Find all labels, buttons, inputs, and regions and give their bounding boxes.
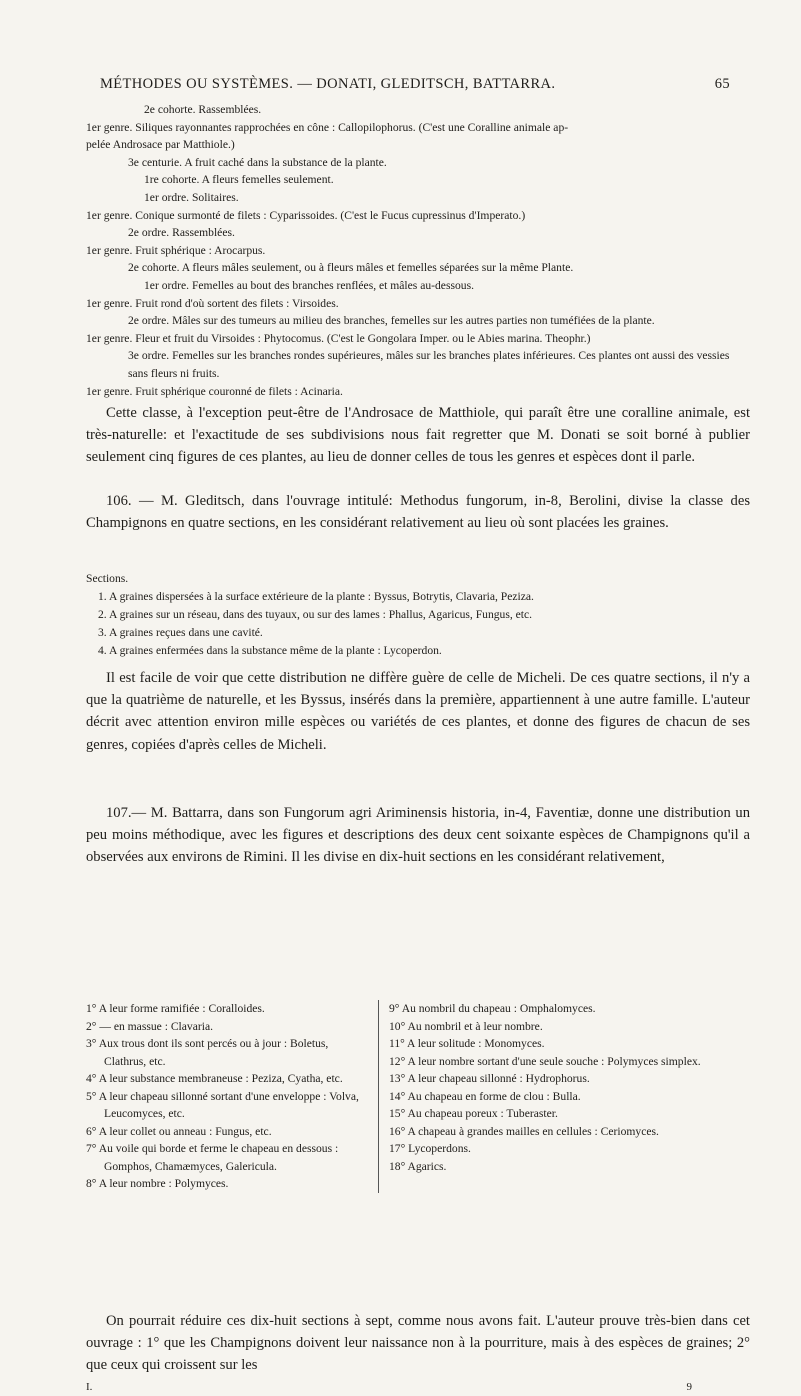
list-item: 17° Lycoperdons. <box>389 1142 471 1155</box>
list-line: 1re cohorte. A fleurs femelles seulement. <box>144 173 334 187</box>
sections-list <box>86 570 750 660</box>
list-item: 5° A leur chapeau sillonné sortant d'une enveloppe : Volva, Leucomyces, etc. <box>86 1089 359 1120</box>
sections-label: Sections. <box>86 572 129 585</box>
section-item: 3. A graines reçues dans une cavité. <box>98 626 263 639</box>
page-footer <box>86 1380 750 1394</box>
list-item: 14° Au chapeau en forme de clou : Bulla. <box>389 1089 581 1103</box>
section-item: 4. A graines enfermées dans la substance même de la plante : Lycoperdon. <box>98 644 442 657</box>
list-line: 1er genre. Siliques rayonnantes rapprochées en cône : Callopilophorus. (C'est une Coralline animale ap- <box>86 120 569 134</box>
paragraph-micheli: Il est facile de voir que cette distribution ne diffère guère de celle de Micheli. De ces quatre sections, il n'y a que la quatrième de naturelle, et les Byssus, insérés dans la première, appartiennent à une autre famille. L'auteur décrit avec attention environ mille espèces ou variétés de ces plantes, et donne des figures de chacun de ses genres, copiées d'après celles de Micheli. <box>86 670 750 753</box>
section-item: 1. A graines dispersées à la surface extérieure de la plante : Byssus, Botrytis, Clavaria, Peziza. <box>98 590 534 603</box>
list-line: 1er genre. Conique surmonté de filets : Cyparissoides. (C'est le Fucus cupressinus d'Imperato.) <box>86 208 526 222</box>
list-line: 3e ordre. Femelles sur les branches rondes supérieures, mâles sur les branches plates inférieures. Ces plantes ont aussi des vessies sans fleurs ni fruits. <box>128 349 730 380</box>
classification-list <box>86 101 750 400</box>
sections-column-right <box>379 1000 749 1193</box>
paragraph-107: 107.— M. Battarra, dans son Fungorum agri Ariminensis historia, in-4, Faventiæ, donne une distribution un peu moins méthodique, avec les figures et descriptions des deux cent soixante espèces de Champignons qu'il a observées aux environs de Rimini. Il les divise en dix-huit sections en les considérant relativement, <box>86 805 750 866</box>
list-item: 4° A leur substance membraneuse : Peziza, Cyatha, etc. <box>86 1072 343 1085</box>
list-item: 16° A chapeau à grandes mailles en cellules : Ceriomyces. <box>389 1124 659 1138</box>
list-item: 12° A leur nombre sortant d'une seule souche : Polymyces simplex. <box>389 1054 701 1068</box>
list-line: 1er ordre. Femelles au bout des branches renflées, et mâles au-dessous. <box>144 278 474 292</box>
list-line: 2e cohorte. Rassemblées. <box>144 103 262 116</box>
list-line: 1er genre. Fleur et fruit du Virsoides : Phytocomus. (C'est le Gongolara Imper. ou le Abies marina. Theophr.) <box>86 331 591 345</box>
paragraph-androsace: Cette classe, à l'exception peut-être de l'Androsace de Matthiole, qui paraît être une coralline animale, est très-naturelle: et l'exactitude de ses subdivisions nous fait regretter que M. Donati se soit borné à publier seulement cinq figures de ces plantes, au lieu de donner celles de tous les genres et espèces dont il parle. <box>86 405 750 466</box>
list-item: 7° Au voile qui borde et ferme le chapeau en dessous : Gomphos, Chamæmyces, Galericula. <box>86 1142 339 1173</box>
list-item: 6° A leur collet ou anneau : Fungus, etc. <box>86 1124 272 1138</box>
list-line: 1er ordre. Solitaires. <box>144 190 239 204</box>
list-item: 10° Au nombril et à leur nombre. <box>389 1019 543 1033</box>
list-item: 11° A leur solitude : Monomyces. <box>389 1037 545 1050</box>
paragraph-conclusion: On pourrait réduire ces dix-huit sections à sept, comme nous avons fait. L'auteur prouve très-bien dans cet ouvrage : 1° que les Champignons doivent leur naissance non à la pourriture, mais à des espèces de graines; 2° que ceux qui croissent sur les <box>86 1313 750 1374</box>
list-line: 2e ordre. Mâles sur des tumeurs au milieu des branches, femelles sur les autres parties non tuméfiées de la plante. <box>128 314 655 328</box>
list-item: 1° A leur forme ramifiée : Coralloides. <box>86 1002 265 1015</box>
list-line: 1er genre. Fruit sphérique couronné de filets : Acinaria. <box>86 384 343 398</box>
volume-mark: I. <box>86 1381 93 1393</box>
sections-column-left <box>86 1000 379 1193</box>
list-item: 18° Agarics. <box>389 1159 447 1173</box>
signature-mark: 9 <box>686 1381 692 1393</box>
running-header <box>100 76 730 100</box>
list-line: 2e ordre. Rassemblées. <box>128 226 235 240</box>
list-item: 9° Au nombril du chapeau : Omphalomyces. <box>389 1002 596 1015</box>
list-item: 13° A leur chapeau sillonné : Hydrophorus. <box>389 1072 590 1085</box>
list-item: 8° A leur nombre : Polymyces. <box>86 1177 229 1190</box>
list-item: 3° Aux trous dont ils sont percés ou à jour : Boletus, Clathrus, etc. <box>86 1037 329 1068</box>
section-item: 2. A graines sur un réseau, dans des tuyaux, ou sur des lames : Phallus, Agaricus, Fungus, etc. <box>98 608 533 621</box>
list-line: 2e cohorte. A fleurs mâles seulement, ou à fleurs mâles et femelles séparées sur la même Plante. <box>128 261 574 275</box>
list-item: 2° — en massue : Clavaria. <box>86 1019 213 1033</box>
page-number: 65 <box>714 76 730 92</box>
list-line: 1er genre. Fruit sphérique : Arocarpus. <box>86 243 266 257</box>
list-line: pelée Androsace par Matthiole.) <box>86 138 235 152</box>
list-line: 1er genre. Fruit rond d'où sortent des filets : Virsoides. <box>86 296 339 310</box>
paragraph-106: 106. — M. Gleditsch, dans l'ouvrage intitulé: Methodus fungorum, in-8, Berolini, divise la classe des Champignons en quatre sections, en les considérant relativement au lieu où sont placées les graines. <box>86 493 750 532</box>
header-title: MÉTHODES OU SYSTÈMES. — DONATI, GLEDITSCH, BATTARRA. <box>100 76 556 92</box>
list-line: 3e centurie. A fruit caché dans la substance de la plante. <box>128 155 387 169</box>
list-item: 15° Au chapeau poreux : Tuberaster. <box>389 1107 558 1120</box>
eighteen-sections <box>86 1000 750 1193</box>
